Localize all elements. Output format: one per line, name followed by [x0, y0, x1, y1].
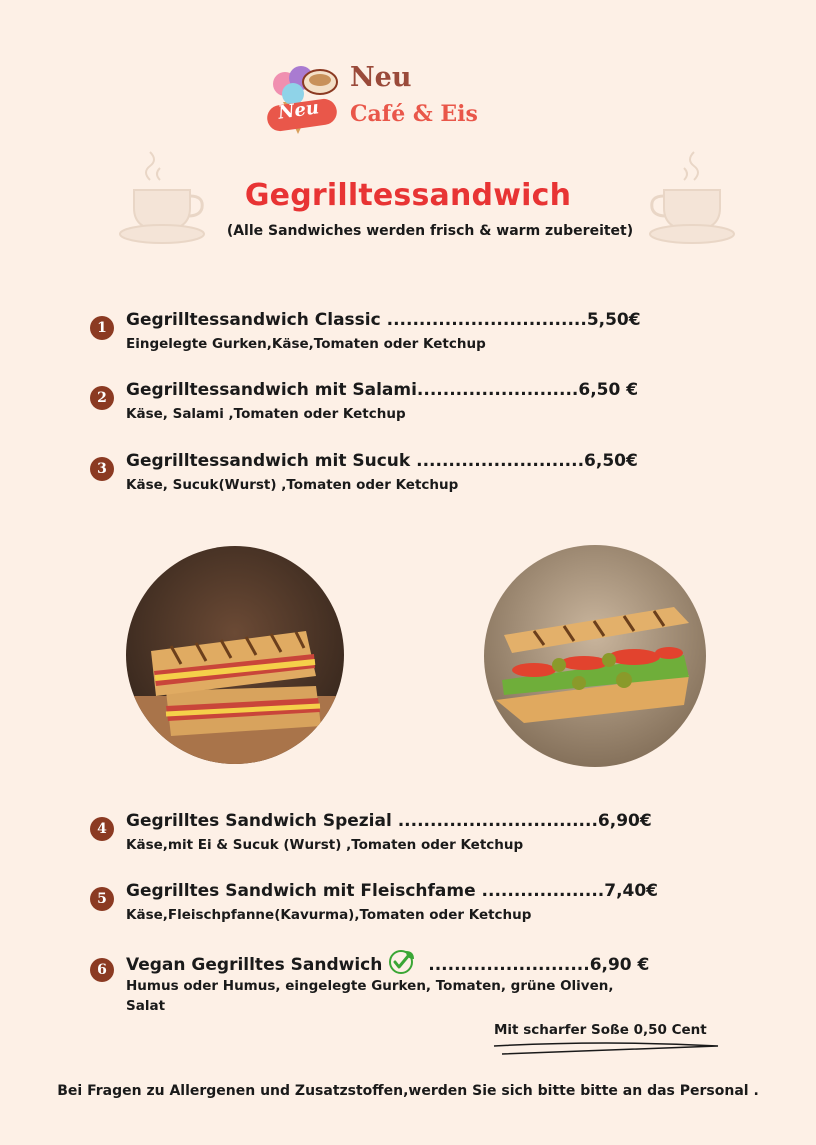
- item-number-badge: 1: [90, 316, 114, 340]
- item-description: Eingelegte Gurken,Käse,Tomaten oder Ketchup: [126, 336, 486, 352]
- page-subtitle: (Alle Sandwiches werden frisch & warm zubereitet): [226, 223, 634, 239]
- page-title: Gegrilltessandwich: [244, 178, 572, 213]
- item-description: Käse,mit Ei & Sucuk (Wurst) ,Tomaten oder Ketchup: [126, 837, 524, 853]
- item-number-badge: 6: [90, 958, 114, 982]
- item-name-price: Gegrilltessandwich mit Salami.........................6,50 €: [126, 380, 639, 400]
- item-number-badge: 3: [90, 457, 114, 481]
- sandwich-photo-salami: [126, 546, 344, 764]
- logo-badge-text: Neu: [276, 97, 321, 124]
- allergen-footer: Bei Fragen zu Allergenen und Zusatzstoffen,werden Sie sich bitte bitte an das Personal .: [57, 1083, 759, 1099]
- brand-name-line2: Café & Eis: [350, 101, 478, 127]
- note-underline: [492, 1040, 722, 1056]
- item-price: .........................6,90 €: [422, 955, 650, 975]
- brand-name-line1: Neu: [350, 62, 412, 93]
- item-name-price: Gegrilltes Sandwich mit Fleischfame ...................7,40€: [126, 881, 659, 901]
- item-name: Vegan Gegrilltes Sandwich: [126, 955, 383, 975]
- item-name-price: Gegrilltessandwich Classic ...............................5,50€: [126, 310, 641, 330]
- item-description: Käse, Salami ,Tomaten oder Ketchup: [126, 406, 406, 422]
- vegan-leaf-icon: [388, 949, 416, 975]
- item-number-badge: 5: [90, 887, 114, 911]
- item-description: Käse,Fleischpfanne(Kavurma),Tomaten oder Ketchup: [126, 907, 532, 923]
- item-description: Käse, Sucuk(Wurst) ,Tomaten oder Ketchup: [126, 477, 459, 493]
- item-description: Humus oder Humus, eingelegte Gurken, Tomaten, grüne Oliven, Salat: [126, 978, 614, 1014]
- item-number-badge: 4: [90, 817, 114, 841]
- item-name-price: [126, 952, 649, 978]
- item-number-badge: 2: [90, 386, 114, 410]
- coffee-cup-icon: [303, 70, 337, 94]
- item-name-price: Gegrilltes Sandwich Spezial ...............................6,90€: [126, 811, 652, 831]
- sandwich-photo-vegetables: [484, 545, 706, 767]
- spicy-sauce-note: Mit scharfer Soße 0,50 Cent: [494, 1022, 707, 1038]
- item-name-price: Gegrilltessandwich mit Sucuk ..........................6,50€: [126, 451, 638, 471]
